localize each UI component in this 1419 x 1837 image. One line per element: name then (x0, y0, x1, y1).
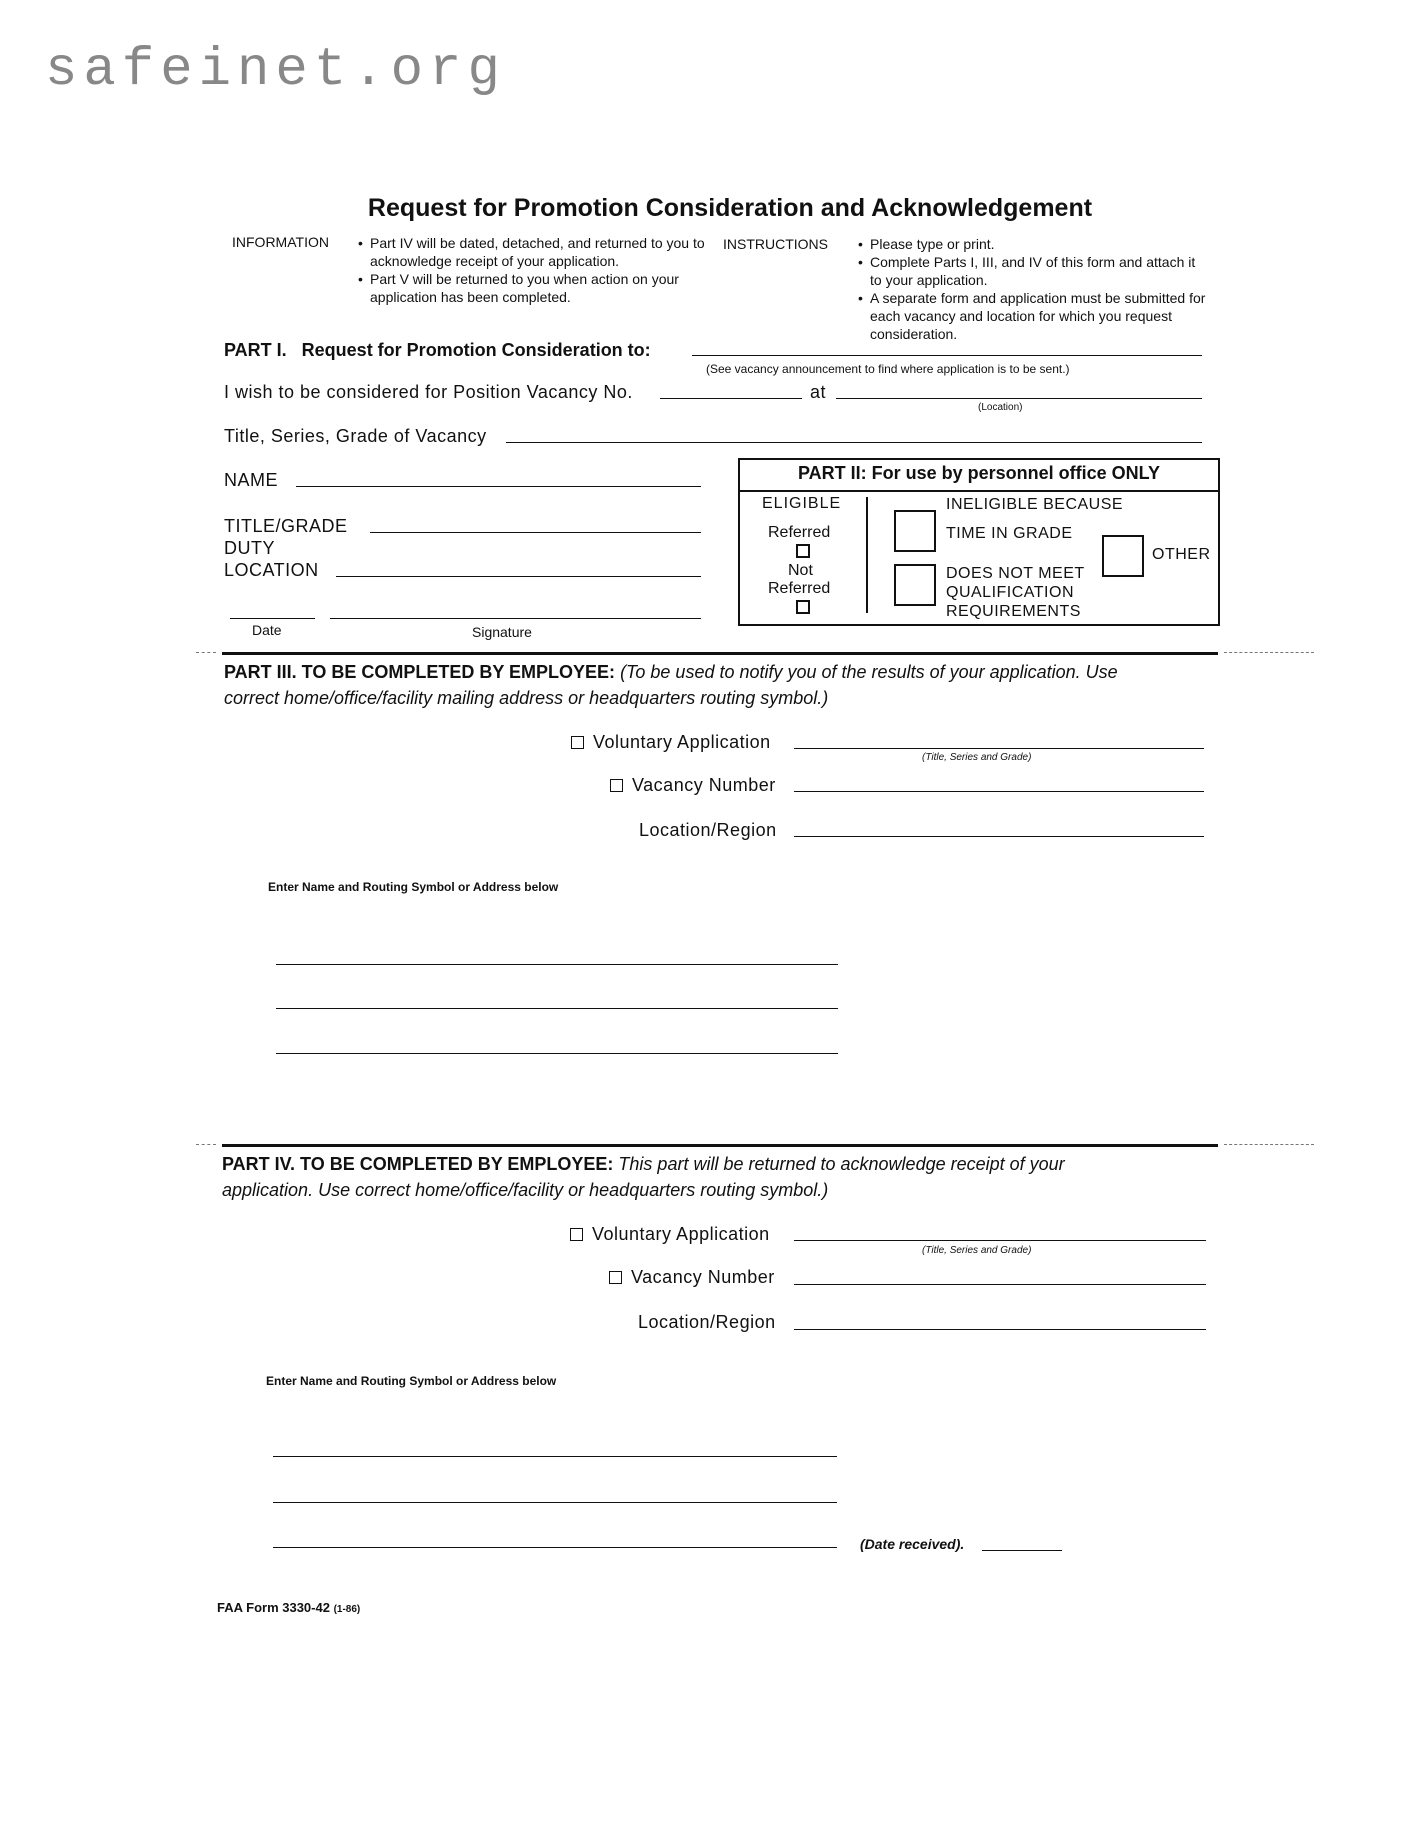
date-field[interactable] (230, 618, 315, 619)
part4-address-line-2[interactable] (273, 1502, 837, 1503)
duty-location-label: LOCATION (224, 560, 319, 580)
duty-label: DUTY (224, 538, 275, 558)
part4-voluntary-label: Voluntary Application (592, 1224, 770, 1244)
part3-vacancy-field[interactable] (794, 791, 1204, 792)
title-series-field[interactable] (506, 442, 1202, 443)
part3-voluntary-label: Voluntary Application (593, 732, 771, 752)
part4-voluntary-field[interactable] (794, 1240, 1206, 1241)
part4-address-line-3[interactable] (273, 1547, 837, 1548)
part4-location-field[interactable] (794, 1329, 1206, 1330)
watermark: safeinet.org (45, 40, 506, 101)
part3-location-field[interactable] (794, 836, 1204, 837)
ineligible-label: INELIGIBLE BECAUSE (946, 496, 1124, 513)
part4-location-label: Location/Region (638, 1312, 776, 1332)
form-number-text: FAA Form 3330-42 (217, 1600, 330, 1615)
form-date: (1-86) (333, 1604, 361, 1615)
title-grade-field[interactable] (370, 532, 701, 533)
part4-divider (222, 1144, 1218, 1147)
part4-vacancy-checkbox[interactable] (609, 1271, 622, 1284)
part3-tear-dash-right (1224, 652, 1314, 653)
referred-checkbox[interactable] (796, 544, 810, 558)
part1-heading: PART I. Request for Promotion Consideration to: (224, 340, 651, 360)
information-list (358, 234, 708, 306)
location-field[interactable] (836, 398, 1202, 399)
not-referred-label-1: Not (788, 562, 813, 579)
part3-voluntary-checkbox[interactable] (571, 736, 584, 749)
part3-vacancy-checkbox[interactable] (610, 779, 623, 792)
vacancy-number-field[interactable] (660, 398, 802, 399)
part4-voluntary-checkbox[interactable] (570, 1228, 583, 1241)
part2-column-divider (866, 497, 868, 613)
part4-vacancy-field[interactable] (794, 1284, 1206, 1285)
part1-note: (See vacancy announcement to find where application is to be sent.) (706, 362, 1070, 376)
date-received-label: (Date received). (860, 1536, 965, 1552)
part3-title-caption: (Title, Series and Grade) (922, 752, 1032, 763)
date-received-field[interactable] (982, 1550, 1062, 1551)
instructions-label: INSTRUCTIONS (723, 236, 828, 252)
title-series-label: Title, Series, Grade of Vacancy (224, 426, 487, 446)
not-referred-label-2: Referred (768, 580, 831, 597)
name-field[interactable] (296, 486, 701, 487)
other-checkbox[interactable] (1102, 535, 1144, 577)
part4-description-2: application. Use correct home/office/facility or headquarters routing symbol.) (222, 1180, 829, 1200)
instructions-item: • A separate form and application must be submitted for each vacancy and location for which you request consideration. (858, 289, 1208, 343)
part4-heading: PART IV. TO BE COMPLETED BY EMPLOYEE: (222, 1154, 614, 1174)
part4-tear-dash-right (1224, 1144, 1314, 1145)
part4-tear-dash-left (196, 1144, 216, 1145)
name-label: NAME (224, 470, 279, 490)
signature-field[interactable] (330, 618, 701, 619)
date-label: Date (252, 622, 282, 638)
part3-location-label: Location/Region (639, 820, 777, 840)
instructions-list (858, 235, 1208, 343)
form-title: Request for Promotion Consideration and Acknowledgement (367, 194, 1093, 222)
part3-description-1: (To be used to notify you of the results of your application. Use (620, 662, 1118, 682)
send-to-field[interactable] (692, 355, 1202, 356)
part3-enter-name: Enter Name and Routing Symbol or Address below (268, 880, 559, 894)
other-label: OTHER (1152, 546, 1211, 563)
part3-description-2: correct home/office/facility mailing address or headquarters routing symbol.) (224, 688, 829, 708)
part3-divider (222, 652, 1218, 655)
title-grade-label: TITLE/GRADE (224, 516, 348, 536)
part4-vacancy (609, 1267, 775, 1288)
part3-heading: PART III. TO BE COMPLETED BY EMPLOYEE: (224, 662, 616, 682)
vacancy-label: I wish to be considered for Position Vacancy No. (224, 382, 633, 402)
does-not-meet-line-1: DOES NOT MEET (946, 565, 1085, 582)
referred-label: Referred (768, 524, 831, 541)
duty-location-field[interactable] (336, 576, 701, 577)
not-referred-checkbox[interactable] (796, 600, 810, 614)
information-item: • Part IV will be dated, detached, and returned to you to acknowledge receipt of your application. (358, 234, 708, 270)
part3-heading-line (224, 662, 1118, 683)
does-not-meet-checkbox[interactable] (894, 564, 936, 606)
part3-voluntary (571, 732, 771, 753)
part4-description-1: This part will be returned to acknowledge receipt of your (618, 1154, 1065, 1174)
information-label: INFORMATION (232, 234, 329, 250)
instructions-item: • Complete Parts I, III, and IV of this form and attach it to your application. (858, 253, 1208, 289)
at-label: at (810, 382, 827, 402)
part3-vacancy-label: Vacancy Number (632, 775, 776, 795)
part3-address-line-2[interactable] (276, 1008, 838, 1009)
part3-vacancy (610, 775, 776, 796)
part3-address-line-1[interactable] (276, 964, 838, 965)
form-number (217, 1600, 360, 1615)
part4-address-line-1[interactable] (273, 1456, 837, 1457)
part4-heading-line (222, 1154, 1065, 1175)
signature-label: Signature (472, 624, 532, 640)
time-in-grade-label: TIME IN GRADE (946, 525, 1073, 542)
part3-voluntary-field[interactable] (794, 748, 1204, 749)
part2-heading: PART II: For use by personnel office ONLY (797, 463, 1161, 483)
time-in-grade-checkbox[interactable] (894, 510, 936, 552)
part4-enter-name: Enter Name and Routing Symbol or Address below (266, 1374, 557, 1388)
instructions-item: • Please type or print. (858, 235, 1208, 253)
part4-vacancy-label: Vacancy Number (631, 1267, 775, 1287)
part4-voluntary (570, 1224, 770, 1245)
information-item: • Part V will be returned to you when action on your application has been completed. (358, 270, 708, 306)
part2-divider (740, 490, 1218, 492)
part4-title-caption: (Title, Series and Grade) (922, 1245, 1032, 1256)
does-not-meet-label (946, 564, 1085, 621)
location-caption: (Location) (978, 402, 1023, 413)
does-not-meet-line-2: QUALIFICATION (946, 584, 1074, 601)
eligible-label: ELIGIBLE (762, 495, 842, 512)
part3-address-line-3[interactable] (276, 1053, 838, 1054)
does-not-meet-line-3: REQUIREMENTS (946, 603, 1081, 620)
part3-tear-dash-left (196, 652, 216, 653)
